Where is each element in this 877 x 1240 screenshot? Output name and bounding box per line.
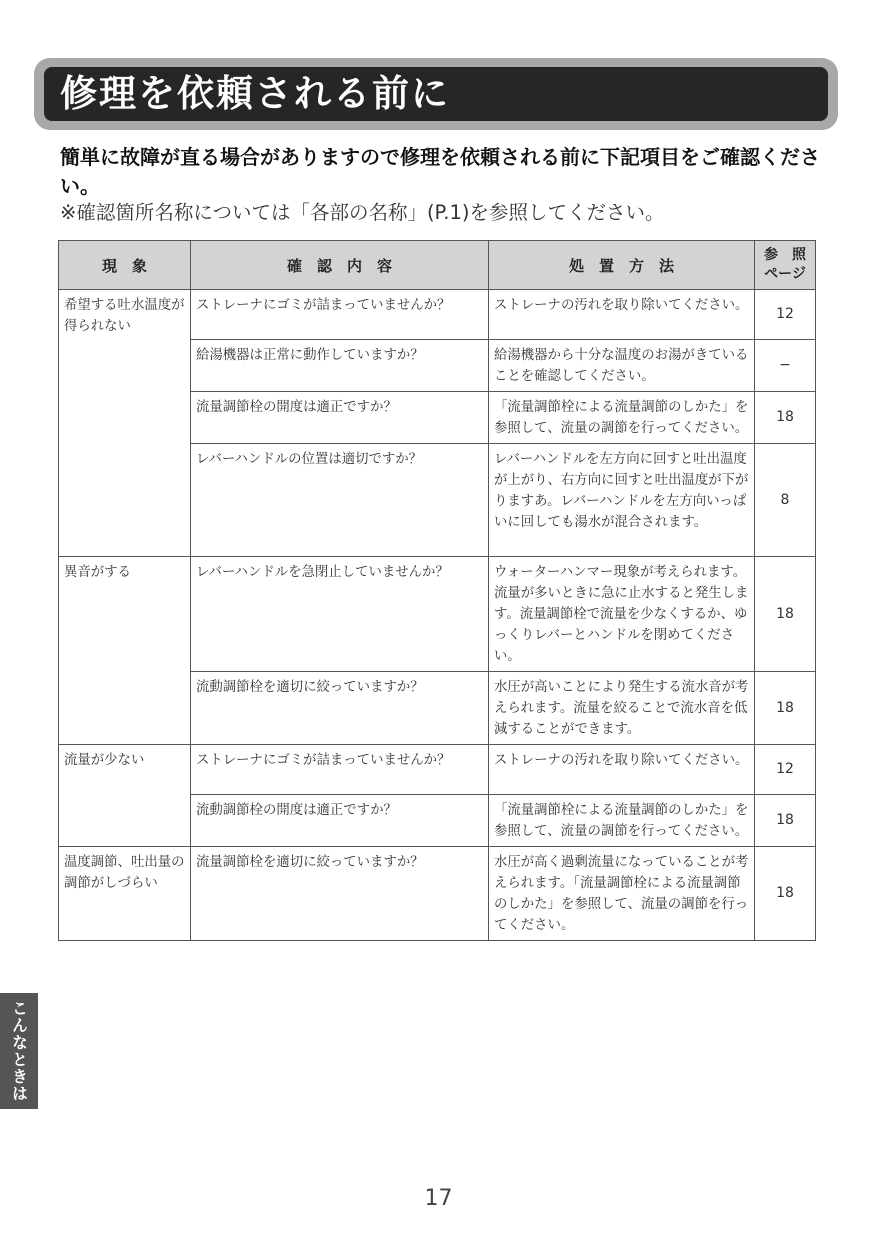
check-cell: 流量調節栓の開度は適正ですか？ <box>191 392 489 444</box>
check-cell: レバーハンドルの位置は適切ですか？ <box>191 444 489 557</box>
remedy-cell: 水圧が高いことにより発生する流水音が考えられます。流量を絞ることで流水音を低減することができます。 <box>489 672 755 745</box>
header-page-line1: 参 照 <box>764 247 806 263</box>
troubleshooting-table <box>58 240 816 941</box>
header-page <box>755 241 816 290</box>
check-cell: ストレーナにゴミが詰まっていませんか？ <box>191 290 489 340</box>
page-cell: 18 <box>755 847 816 941</box>
check-cell: 流動調節栓を適切に絞っていますか？ <box>191 672 489 745</box>
page-title: 修理を依頼される前に <box>60 72 450 115</box>
remedy-cell: 「流量調節栓による流量調節のしかた」を参照して、流量の調節を行ってください。 <box>489 392 755 444</box>
check-cell: レバーハンドルを急閉止していませんか？ <box>191 557 489 672</box>
symptom-cell: 流量が少ない <box>59 745 191 847</box>
intro-text: 簡単に故障が直る場合がありますので修理を依頼される前に下記項目をご確認ください。 <box>60 145 820 198</box>
check-cell: 給湯機器は正常に動作していますか？ <box>191 340 489 392</box>
remedy-cell: レバーハンドルを左方向に回すと吐出温度が上がり、右方向に回すと吐出温度が下がりますあ。レバーハンドルを左方向いっぱいに回しても湯水が混合されます。 <box>489 444 755 557</box>
page-cell: 18 <box>755 672 816 745</box>
check-cell: ストレーナにゴミが詰まっていませんか？ <box>191 745 489 795</box>
remedy-cell: ストレーナの汚れを取り除いてください。 <box>489 290 755 340</box>
page-cell: 18 <box>755 557 816 672</box>
header-check: 確 認 内 容 <box>191 241 489 290</box>
page-cell: 18 <box>755 795 816 847</box>
symptom-cell: 希望する吐水温度が得られない <box>59 290 191 557</box>
page-cell: 12 <box>755 290 816 340</box>
table-row <box>59 557 816 672</box>
table-header-row <box>59 241 816 290</box>
check-cell: 流動調節栓の開度は適正ですか？ <box>191 795 489 847</box>
page-cell: 18 <box>755 392 816 444</box>
page-cell: 8 <box>755 444 816 557</box>
remedy-cell: ストレーナの汚れを取り除いてください。 <box>489 745 755 795</box>
page-number: 17 <box>424 1186 453 1211</box>
section-side-tab <box>0 993 38 1109</box>
symptom-cell: 温度調節、吐出量の調節がしづらい <box>59 847 191 941</box>
remedy-cell: 「流量調節栓による流量調節のしかた」を参照して、流量の調節を行ってください。 <box>489 795 755 847</box>
header-page-line2: ページ <box>764 266 806 282</box>
table-row <box>59 745 816 795</box>
header-remedy: 処 置 方 法 <box>489 241 755 290</box>
remedy-cell: ウォーターハンマー現象が考えられます。流量が多いときに急に止水すると発生します。流量調節栓で流量を少なくするか、ゆっくりレバーとハンドルを閉めてください。 <box>489 557 755 672</box>
page-cell: 12 <box>755 745 816 795</box>
remedy-cell: 給湯機器から十分な温度のお湯がきていることを確認してください。 <box>489 340 755 392</box>
page-cell: − <box>755 340 816 392</box>
header-symptom: 現 象 <box>59 241 191 290</box>
check-cell: 流量調節栓を適切に絞っていますか？ <box>191 847 489 941</box>
intro-note: ※確認箇所名称については「各部の名称」(P.1)を参照してください。 <box>60 201 665 224</box>
symptom-cell: 異音がする <box>59 557 191 745</box>
remedy-cell: 水圧が高く過剰流量になっていることが考えられます。「流量調節栓による流量調節のしかた」を参照して、流量の調節を行ってください。 <box>489 847 755 941</box>
side-tab-label: こんなときは <box>9 1000 29 1102</box>
table-row <box>59 847 816 941</box>
table-row <box>59 290 816 340</box>
